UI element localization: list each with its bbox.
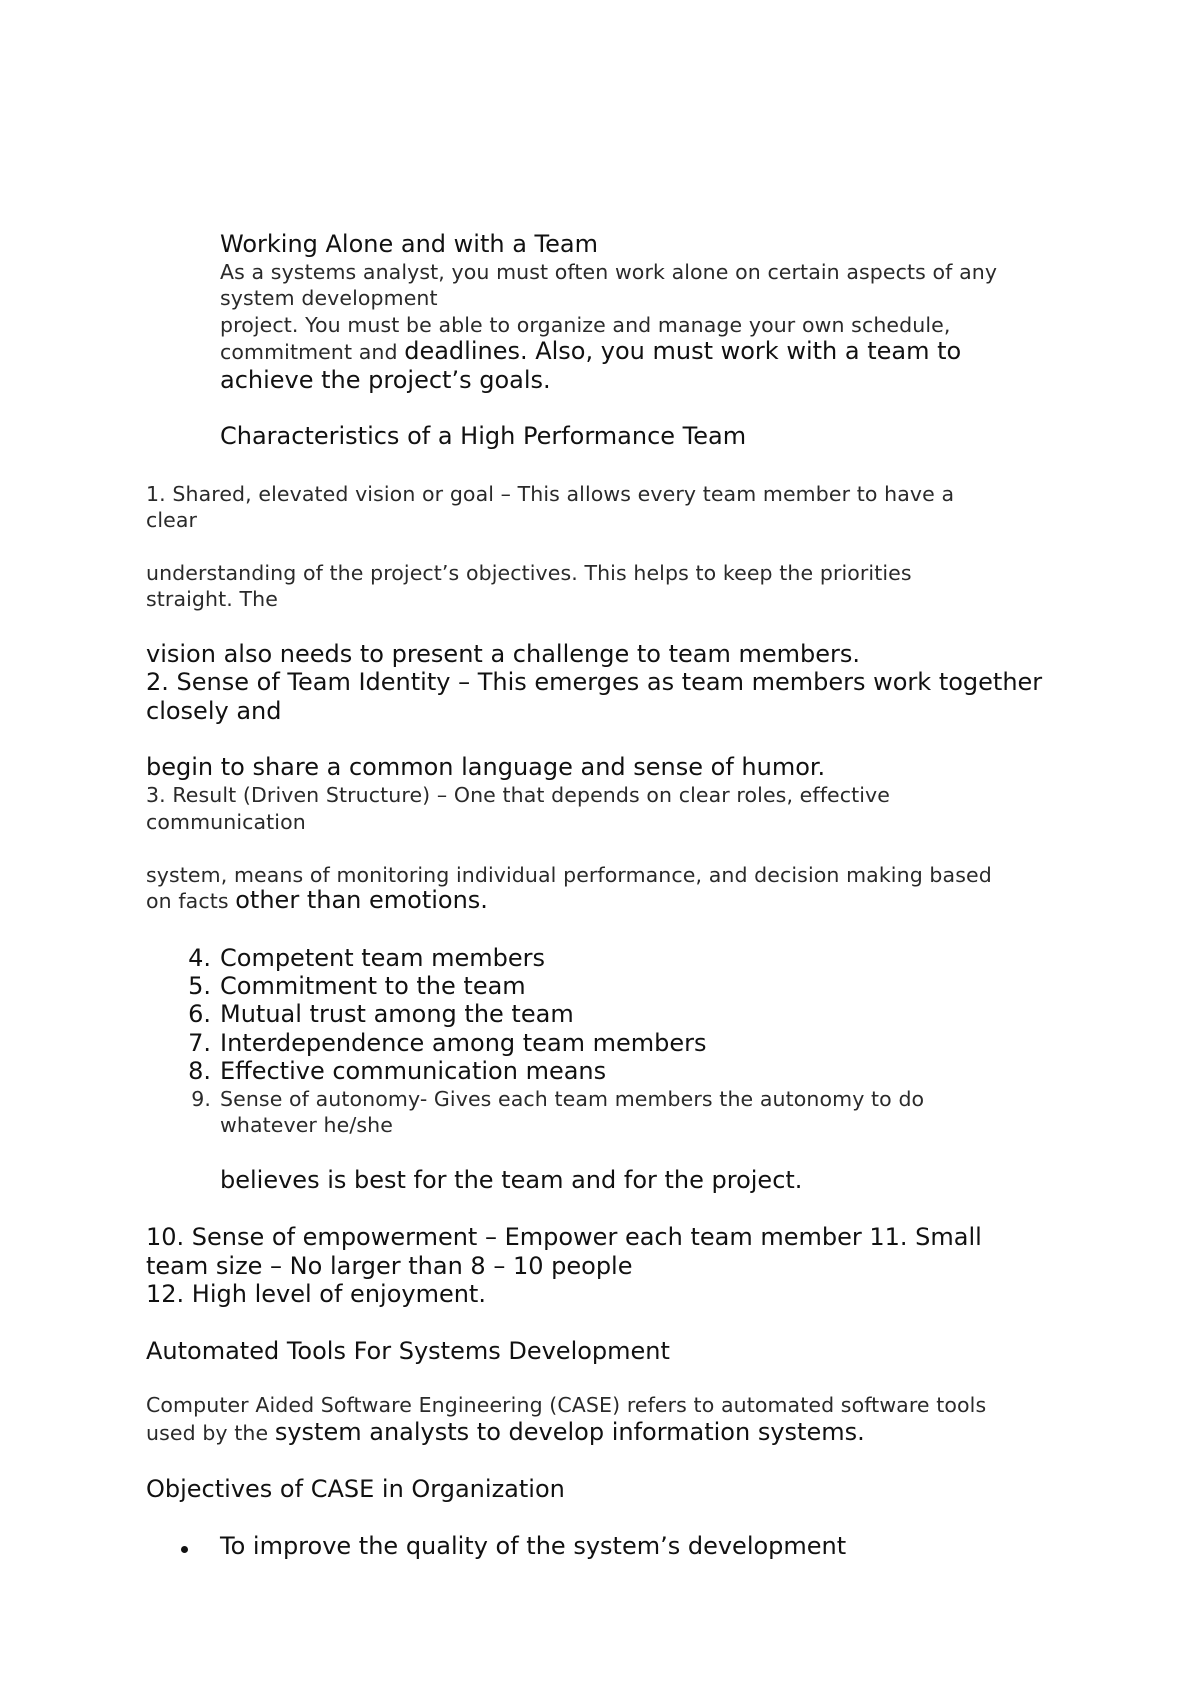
list-item-text: 1. Shared, elevated vision or goal – This allows every team member to have a — [146, 482, 955, 506]
list-number: 9. — [191, 1087, 211, 1111]
section-heading-characteristics: Characteristics of a High Performance Team — [220, 422, 747, 450]
section-heading-automated-tools: Automated Tools For Systems Development — [146, 1337, 670, 1365]
list-number: 4. — [188, 944, 211, 972]
list-number: 5. — [188, 972, 211, 1000]
list-item-text: closely and — [146, 697, 282, 725]
list-item-text-large: other than emotions. — [235, 886, 488, 914]
list-item-text: team size – No larger than 8 – 10 people — [146, 1252, 633, 1280]
list-number: 6. — [188, 1000, 211, 1028]
bullet-list-item: To improve the quality of the system’s development — [220, 1532, 847, 1560]
paragraph-line — [220, 337, 961, 365]
section-heading-case-objectives: Objectives of CASE in Organization — [146, 1475, 565, 1503]
list-item-label: Sense of autonomy- Gives each team members the autonomy to do — [220, 1087, 925, 1111]
list-item-label: Competent team members — [220, 944, 546, 972]
paragraph-line: As a systems analyst, you must often work alone on certain aspects of any — [220, 260, 998, 284]
list-item-text: communication — [146, 810, 306, 834]
numbered-list-item — [173, 1087, 924, 1111]
paragraph-line: achieve the project’s goals. — [220, 366, 551, 394]
section-heading-working-alone: Working Alone and with a Team — [220, 230, 598, 258]
paragraph-text-large: system analysts to develop information systems. — [274, 1418, 865, 1446]
list-number: 7. — [188, 1029, 211, 1057]
list-item-text-small: on facts — [146, 889, 236, 913]
numbered-list-item — [173, 1000, 574, 1028]
list-number: 8. — [188, 1057, 211, 1085]
paragraph-text-small: commitment and — [220, 340, 405, 364]
numbered-list-item — [173, 944, 545, 972]
list-item-text: vision also needs to present a challenge to team members. — [146, 640, 860, 668]
numbered-list-item — [173, 1029, 707, 1057]
list-item-text: 3. Result (Driven Structure) – One that depends on clear roles, effective — [146, 783, 890, 807]
list-item-label: Interdependence among team members — [220, 1029, 707, 1057]
list-item-label: Commitment to the team — [220, 972, 526, 1000]
paragraph-text-small: used by the — [146, 1421, 275, 1445]
paragraph-line: project. You must be able to organize and manage your own schedule, — [220, 313, 951, 337]
numbered-list-item — [173, 972, 526, 1000]
paragraph-line: system development — [220, 286, 438, 310]
paragraph-line — [146, 1418, 865, 1446]
paragraph-text-large: deadlines. Also, you must work with a team to — [404, 337, 962, 365]
list-item-text — [146, 886, 488, 914]
list-item-text: straight. The — [146, 587, 278, 611]
list-item-text: begin to share a common language and sense of humor. — [146, 753, 826, 781]
list-item-text: believes is best for the team and for the project. — [220, 1166, 803, 1194]
list-item-label: Mutual trust among the team — [220, 1000, 574, 1028]
numbered-list-item — [173, 1057, 606, 1085]
list-item-text: understanding of the project’s objectives. This helps to keep the priorities — [146, 561, 912, 585]
list-item-text: 2. Sense of Team Identity – This emerges as team members work together — [146, 668, 1043, 696]
list-item-text: system, means of monitoring individual performance, and decision making based — [146, 863, 992, 887]
list-item-text: whatever he/she — [220, 1113, 393, 1137]
list-item-label: Effective communication means — [220, 1057, 607, 1085]
paragraph-line: Computer Aided Software Engineering (CASE) refers to automated software tools — [146, 1393, 987, 1417]
list-item-text: 12. High level of enjoyment. — [146, 1280, 486, 1308]
list-item-text: clear — [146, 508, 198, 532]
bullet-icon — [181, 1546, 188, 1553]
list-item-text: 10. Sense of empowerment – Empower each team member 11. Small — [146, 1223, 982, 1251]
